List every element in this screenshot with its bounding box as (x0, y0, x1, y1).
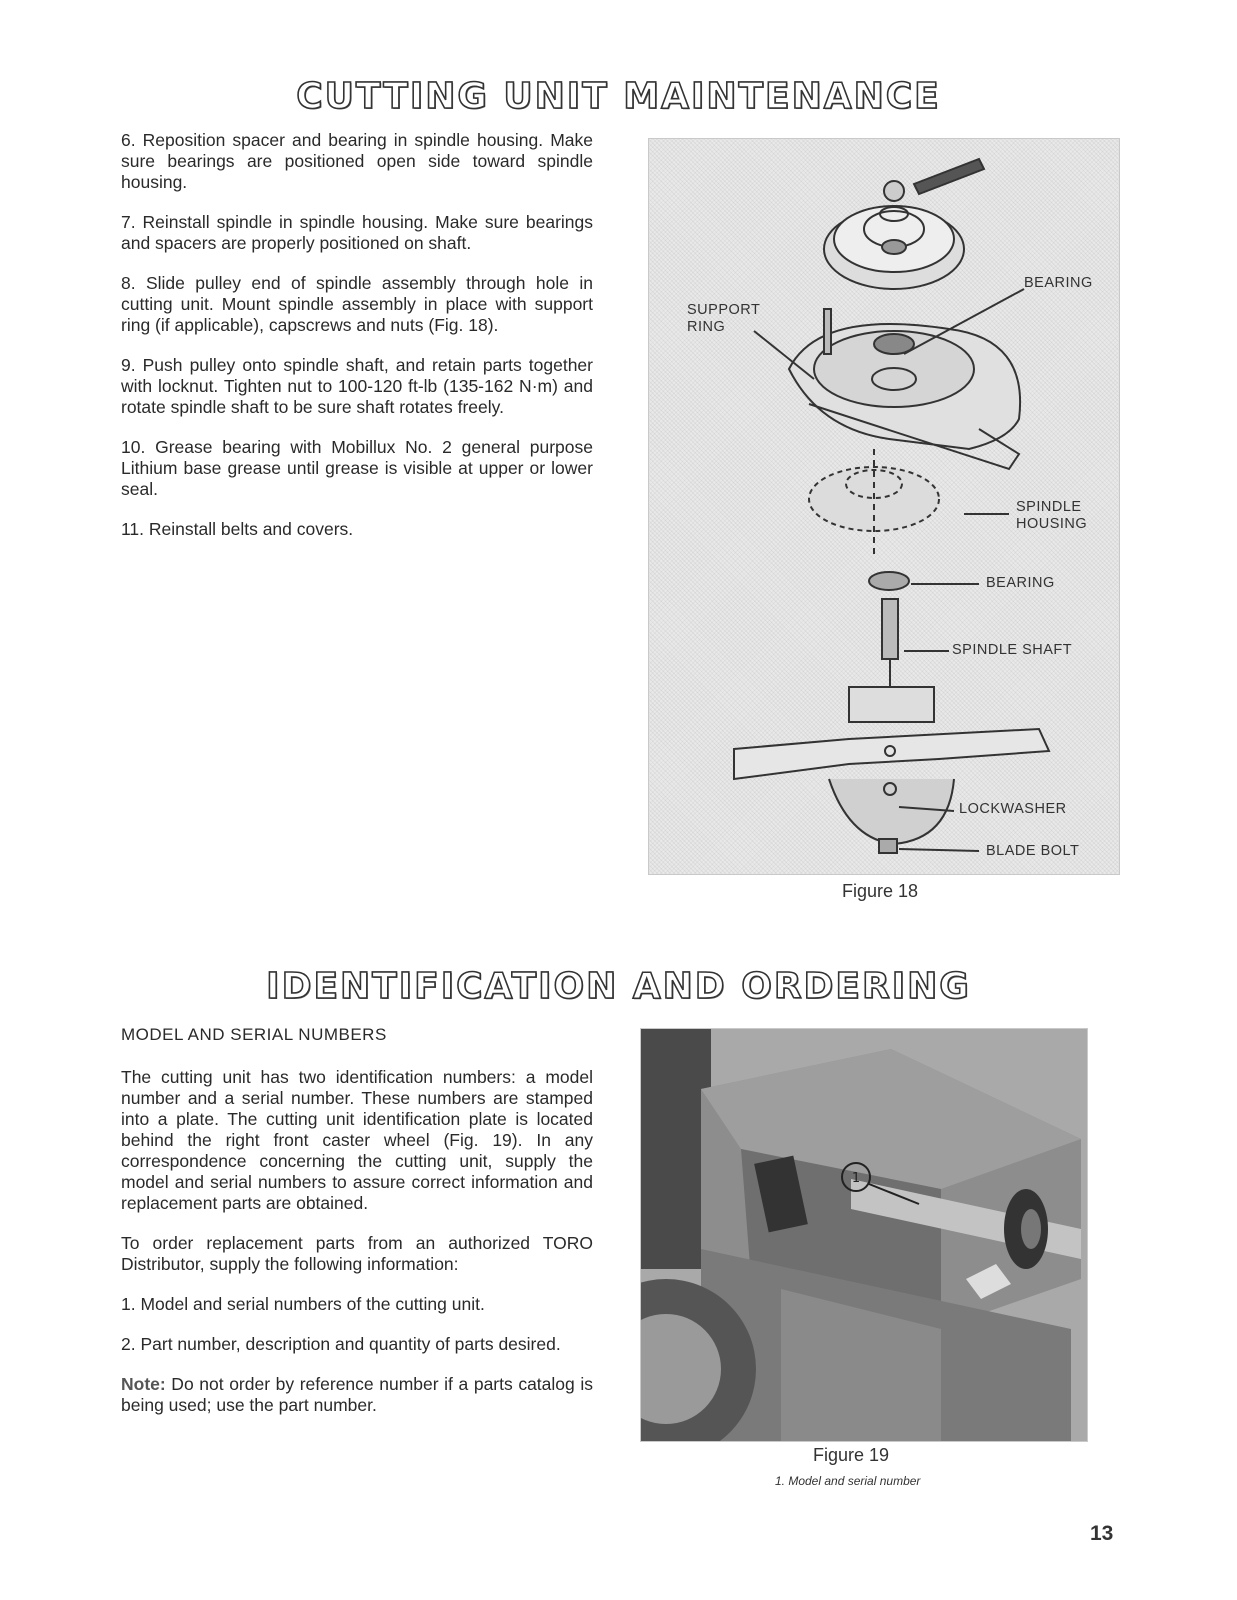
figure-18-spindle-assembly-diagram (648, 138, 1120, 875)
note-label: Note: (121, 1374, 166, 1394)
figure-19-caption: Figure 19 (813, 1445, 890, 1465)
order-item-1: 1. Model and serial numbers of the cutting unit. (121, 1294, 485, 1314)
callout-support-ring (687, 302, 760, 336)
figure-19-cutting-unit-photo (640, 1028, 1088, 1442)
step-6: 6. Reposition spacer and bearing in spindle housing. Make sure bearings are positioned open side toward spindle housing. (121, 130, 593, 192)
paragraph-ordering: To order replacement parts from an authorized TORO Distributor, supply the following information: (121, 1233, 593, 1274)
step-9: 9. Push pulley onto spindle shaft, and retain parts together with locknut. Tighten nut to 100-120 ft-lb (135-162 N·m) and rotate spindle shaft to be sure shaft rotates freely. (121, 355, 593, 417)
cutting-unit-photo-drawing (641, 1029, 1087, 1441)
section-heading-cutting-unit-maintenance: CUTTING UNIT MAINTENANCE (296, 76, 941, 117)
section-heading-identification-and-ordering: IDENTIFICATION AND ORDERING (266, 966, 971, 1007)
figure-19-subcaption: 1. Model and serial number (775, 1474, 921, 1488)
figure-19-marker: 1 (851, 1171, 861, 1186)
note-text: Do not order by reference number if a parts catalog is being used; use the part number. (121, 1374, 593, 1415)
maintenance-steps (121, 130, 593, 559)
paragraph-identification: The cutting unit has two identification numbers: a model number and a serial number. These numbers are stamped into a plate. The cutting unit identification plate is located behind the right front caster wheel (Fig. 19). In any correspondence concerning the cutting unit, supply the model and serial numbers to assure correct information and replacement parts are obtained. (121, 1067, 593, 1213)
identification-text (121, 1024, 593, 1435)
note (121, 1374, 593, 1416)
subheading-model-serial: MODEL AND SERIAL NUMBERS (121, 1025, 387, 1044)
step-10: 10. Grease bearing with Mobillux No. 2 general purpose Lithium base grease until grease is visible at upper or lower seal. (121, 437, 593, 499)
callout-lockwasher: LOCKWASHER (959, 801, 1067, 817)
callout-bearing-top: BEARING (1024, 275, 1093, 291)
step-7: 7. Reinstall spindle in spindle housing. Make sure bearings and spacers are properly positioned on shaft. (121, 212, 593, 253)
callout-support-ring-line1: SUPPORT (687, 302, 761, 318)
order-item-2: 2. Part number, description and quantity of parts desired. (121, 1334, 561, 1354)
callout-support-ring-line2: RING (687, 319, 726, 335)
step-8: 8. Slide pulley end of spindle assembly through hole in cutting unit. Mount spindle assembly in place with support ring (if applicable), capscrews and nuts (Fig. 18). (121, 273, 593, 335)
figure-18-caption: Figure 18 (842, 881, 919, 901)
callout-spindle-shaft: SPINDLE SHAFT (952, 642, 1073, 658)
callout-spindle-housing-line2: HOUSING (1016, 516, 1088, 532)
page-number: 13 (1090, 1522, 1114, 1545)
callout-spindle-housing-line1: SPINDLE (1016, 499, 1082, 515)
callout-spindle-housing (1016, 499, 1087, 533)
callout-blade-bolt: BLADE BOLT (986, 843, 1080, 859)
step-11: 11. Reinstall belts and covers. (121, 519, 354, 539)
callout-bearing-bottom: BEARING (986, 575, 1055, 591)
